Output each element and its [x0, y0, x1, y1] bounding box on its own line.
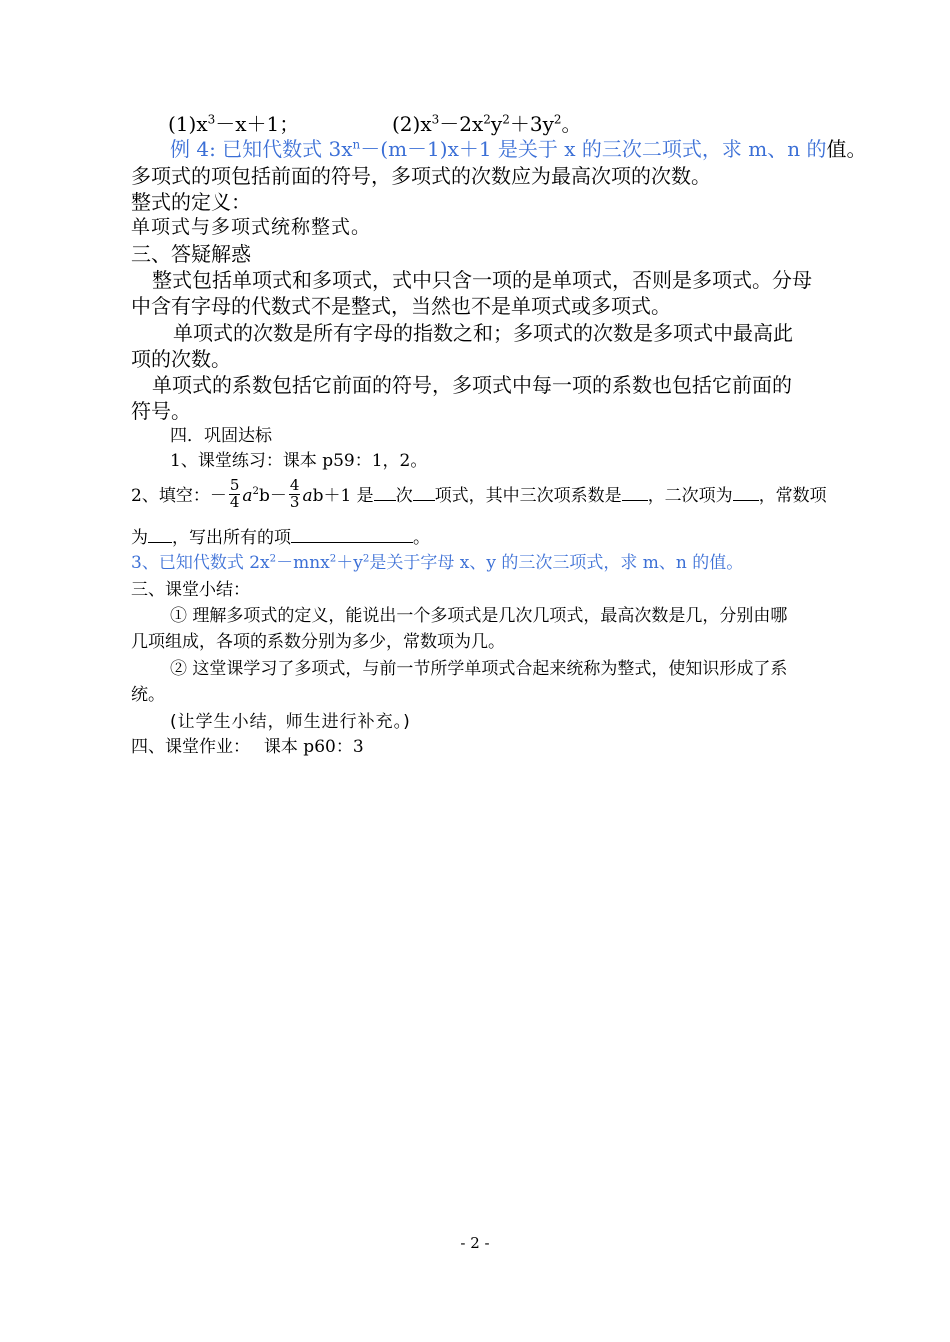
section3-title: 三、答疑解惑 — [131, 242, 251, 266]
blank-all-terms[interactable] — [291, 525, 413, 543]
definition-title: 整式的定义： — [131, 190, 251, 214]
blank-terms[interactable] — [413, 483, 435, 501]
summary-title: 三、课堂小结： — [131, 580, 250, 600]
page-number: - 2 - — [460, 1234, 490, 1252]
section4-title: 四．巩固达标 — [170, 426, 272, 446]
qa-para2-line2: 项的次数。 — [131, 347, 231, 371]
blank-degree[interactable] — [374, 483, 396, 501]
qa-para1-line1: 整式包括单项式和多项式，式中只含一项的是单项式，否则是多项式。分母 — [152, 268, 812, 292]
summary-item-1-line2: 几项组成，各项的系数分别为多少，常数项为几。 — [131, 632, 505, 652]
qa-para3-line2: 符号。 — [131, 399, 191, 423]
example3-expression-1: $(1)x^3-x+1$； — [168, 112, 300, 136]
summary-item-2-line1: ② 这堂课学习了多项式，与前一节所学单项式合起来统称为整式，使知识形成了系 — [170, 659, 788, 679]
exercise-2-line1: 2、填空：－ $\frac{5}{4}$ $a^2b-$ $\frac{4}{3}$ ab＋1 是 次 项式，其中三次项系数是 ，二次项为 ，常数项 — [131, 476, 827, 511]
exercise-3: 3、已知代数式 $2x^2-mnx^2+y^2$是关于字母 x、y 的三次三项式，求 m、n 的值。 — [131, 553, 744, 573]
blank-constant-term[interactable] — [148, 525, 172, 543]
fraction-5-4: $\frac{5}{4}$ — [229, 476, 240, 511]
exercise-1: 1、课堂练习：课本 p59：1，2。 — [170, 451, 428, 471]
exercise-2-line2: 为 ，写出所有的项 。 — [131, 525, 430, 548]
blank-cubic-coefficient[interactable] — [622, 483, 648, 501]
summary-item-1-line1: ① 理解多项式的定义，能说出一个多项式是几次几项式，最高次数是几，分别由哪 — [170, 606, 788, 626]
qa-para2-line1: 单项式的次数是所有字母的指数之和；多项式的次数是多项式中最高此 — [173, 321, 793, 345]
example4-problem: 例 4: 已知代数式 $3x^n-(m-1)x+1$ 是关于 x 的三次二项式，求 m、n 的值。 — [170, 137, 867, 161]
homework: 四、课堂作业： 课本 p60：3 — [131, 737, 364, 757]
qa-para3-line1: 单项式的系数包括它前面的符号，多项式中每一项的系数也包括它前面的 — [152, 373, 792, 397]
summary-item-2-line2: 统。 — [131, 685, 165, 705]
fraction-4-3: $\frac{4}{3}$ — [289, 476, 300, 511]
definition-body: 单项式与多项式统称整式。 — [131, 216, 372, 238]
qa-para1-line2: 中含有字母的代数式不是整式，当然也不是单项式或多项式。 — [131, 294, 671, 318]
summary-note: (让学生小结，师生进行补充。) — [170, 712, 411, 732]
note-degree: 多项式的项包括前面的符号，多项式的次数应为最高次项的次数。 — [131, 164, 711, 188]
example3-expression-2: $(2)x^3-2x^2y^2+3y^2$。 — [392, 112, 582, 136]
blank-quadratic-term[interactable] — [733, 483, 759, 501]
